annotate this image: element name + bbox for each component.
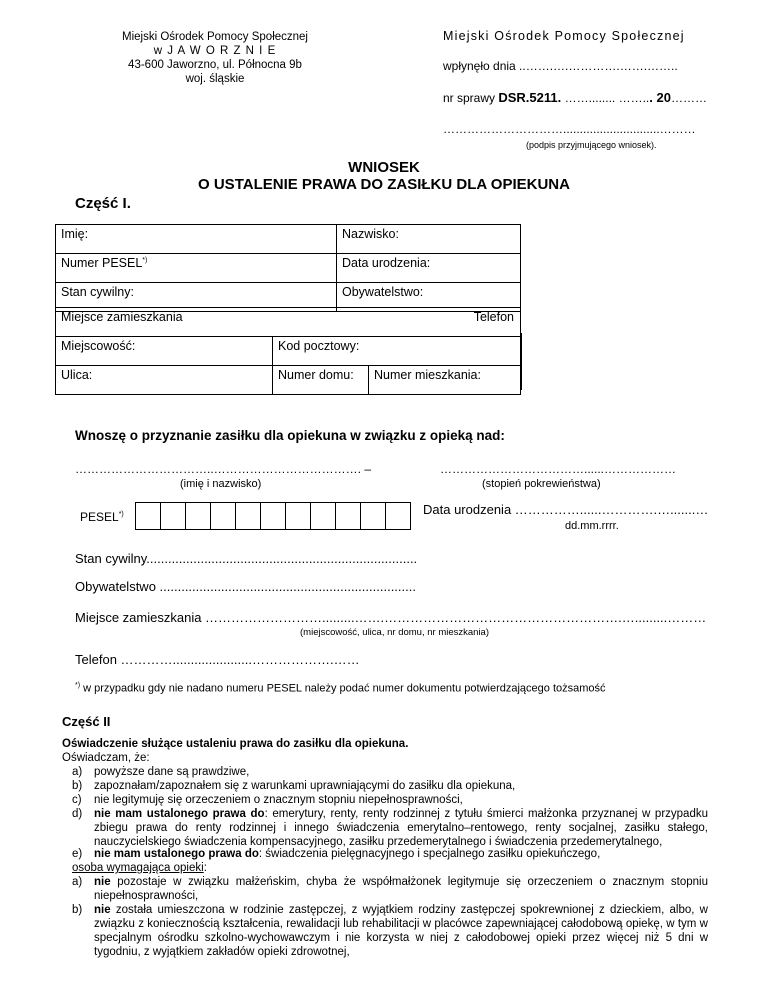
last-name-label: Nazwisko: [342, 227, 399, 241]
form-subtitle: O USTALENIE PRAWA DO ZASIŁKU DLA OPIEKUNA [198, 176, 570, 193]
phone-cell[interactable] [507, 333, 522, 390]
citizenship-label: Obywatelstwo: [342, 285, 424, 299]
case-code: DSR.5211. [498, 90, 562, 105]
address-table [55, 307, 521, 395]
declaration-item [72, 903, 708, 959]
first-name-field[interactable] [56, 225, 337, 254]
phone-label: Telefon [473, 310, 514, 324]
footnote-text: w przypadku gdy nie nadano numeru PESEL należy podać numer dokumentu potwierdzającego tożsamość [83, 682, 606, 695]
ward-pesel-boxes[interactable] [135, 502, 411, 530]
pesel-digit-box[interactable] [136, 502, 161, 530]
date-format-hint: dd.mm.rrrr. [565, 520, 619, 532]
pesel-digit-box[interactable] [261, 502, 286, 530]
postal-code-label: Kod pocztowy: [278, 339, 360, 353]
residence-caption: (miejscowość, ulica, nr domu, nr mieszkania) [300, 627, 490, 638]
item-body [94, 793, 708, 807]
house-number-label: Numer domu: [278, 368, 354, 382]
item-body [94, 807, 708, 849]
item-text: zapoznałam/zapoznałem się z warunkami uprawniającymi do zasiłku dla opiekuna, [94, 780, 516, 792]
case-prefix: nr sprawy [443, 91, 496, 105]
street-field[interactable] [56, 366, 273, 395]
office-title: Miejski Ośrodek Pomocy Społecznej [443, 29, 685, 43]
house-number-field[interactable] [273, 366, 369, 395]
applicant-table-top [55, 224, 521, 312]
item-letter: c) [72, 794, 82, 806]
ward-residence-field[interactable]: Miejsce zamieszkania ……………………….........…….……………………………………………….….........……… [75, 610, 707, 625]
pesel-digit-box[interactable] [211, 502, 236, 530]
ward-birth-date-field[interactable]: Data urodzenia ……………......………….….......… [423, 502, 709, 517]
pesel-digit-box[interactable] [236, 502, 261, 530]
declaration-item [72, 875, 708, 903]
pesel-digit-box[interactable] [361, 502, 386, 530]
pesel-digit-box[interactable] [311, 502, 336, 530]
last-name-field[interactable] [337, 225, 521, 254]
request-text: Wnoszę o przyznanie zasiłku dla opiekuna w związku z opieką nad: [75, 428, 505, 443]
postal-code-field[interactable] [273, 337, 521, 366]
part2-subheading: Oświadczenie służące ustaleniu prawa do zasiłku dla opiekuna. [62, 738, 409, 750]
institution-line: w J A W O R Z N I E [153, 45, 277, 57]
case-dots: ……........ …….. [561, 91, 650, 105]
item-body [94, 903, 708, 959]
relation-field[interactable]: ………………………………......……………… [440, 462, 677, 476]
signature-field[interactable]: ………………………….............................……… [443, 122, 696, 136]
residence-header [56, 308, 521, 337]
part2-intro: Oświadczam, że: [62, 752, 150, 764]
item-letter: b) [72, 904, 83, 916]
pesel-digit-box[interactable] [386, 502, 411, 530]
item-letter: a) [72, 876, 83, 888]
flat-number-label: Numer mieszkania: [374, 368, 481, 382]
pesel-field[interactable] [56, 254, 337, 283]
item-body [94, 765, 708, 779]
form-title: WNIOSEK [348, 159, 420, 176]
item-body [94, 847, 708, 861]
pesel-digit-box[interactable] [286, 502, 311, 530]
birth-date-label: Data urodzenia: [342, 256, 431, 270]
declaration-item [72, 847, 708, 861]
item-text: pozostaje w związku małżeńskim, chyba że współmałżonek legitymuje się orzeczeniem o znacznym stopniu niepełnosprawności, [94, 876, 708, 902]
city-field[interactable] [56, 337, 273, 366]
institution-line: Miejski Ośrodek Pomocy Społecznej [122, 31, 308, 43]
item-bold: nie mam ustalonego prawa do [94, 808, 265, 820]
item-letter: d) [72, 808, 83, 820]
item-bold: nie mam ustalonego prawa do [94, 848, 259, 860]
item-body [94, 875, 708, 903]
signature-caption: (podpis przyjmującego wniosek). [526, 140, 657, 150]
care-label: osoba wymagająca opieki: [72, 862, 207, 874]
ward-phone-field[interactable]: Telefon …………......................……………….…… [75, 652, 360, 667]
case-tail: ……… [670, 91, 707, 105]
flat-number-field[interactable] [369, 366, 521, 395]
ward-pesel-label: PESEL*) [80, 510, 124, 524]
street-label: Ulica: [61, 368, 93, 382]
institution-line: 43-600 Jaworzno, ul. Północna 9b [128, 59, 302, 71]
received-date-field[interactable]: wpłynęło dnia ..…….….………….…….…….. [443, 59, 678, 73]
first-name-label: Imię: [61, 227, 89, 241]
footnote [75, 682, 606, 695]
item-body [94, 779, 708, 793]
item-letter: b) [72, 780, 83, 792]
institution-line: woj. śląskie [185, 73, 245, 85]
item-text: została umieszczona w rodzinie zastępczej, z wyjątkiem rodziny zastępczej spokrewnionej z dzieckiem, albo, w związku z koniecznością kształcenia, rewalidacji lub rehabilitacji w placówce zapewniającej całodobową opiekę, w tym w specjalnym ośrodku szkolno-wychowawczym i nie korzysta w niej z całodobowej opieki przez więcej niż 5 dni w tygodniu, z wyjątkiem zakładów opieki zdrowotnej, [94, 904, 708, 958]
pesel-footnote-mark: *) [142, 256, 148, 264]
ward-name-caption: (imię i nazwisko) [180, 478, 262, 490]
item-text: nie legitymuję się orzeczeniem o znacznym stopniu niepełnosprawności, [94, 794, 463, 806]
declaration-item [72, 765, 708, 779]
city-label: Miejscowość: [61, 339, 136, 353]
birth-date-field[interactable] [337, 254, 521, 283]
declaration-item [72, 779, 708, 793]
pesel-digit-box[interactable] [161, 502, 186, 530]
item-bold: nie [94, 904, 111, 916]
institution-stamp [100, 30, 330, 86]
ward-marital-field[interactable]: Stan cywilny........................................................................... [75, 551, 418, 566]
relation-caption: (stopień pokrewieństwa) [482, 478, 601, 490]
case-year: . 20 [649, 90, 671, 105]
pesel-digit-box[interactable] [336, 502, 361, 530]
footnote-mark: *) [75, 682, 81, 689]
part2-heading: Część II [62, 714, 111, 729]
residence-label: Miejsce zamieszkania [61, 310, 183, 324]
pesel-digit-box[interactable] [186, 502, 211, 530]
pesel-label: Numer PESEL [61, 256, 143, 270]
case-number-field[interactable] [443, 90, 707, 105]
item-bold: nie [94, 876, 111, 888]
item-letter: e) [72, 848, 83, 860]
part1-heading: Część I. [75, 195, 131, 212]
declaration-item [72, 793, 708, 807]
item-text: powyższe dane są prawdziwe, [94, 766, 250, 778]
ward-name-field[interactable]: ……………………………..………………………………. – [75, 462, 372, 476]
item-text: : emerytury, renty, renty rodzinnej z tytułu śmierci małżonka przyznanej w przypadku zbiegu prawa do renty rodzinnej i innego świadczenia emerytalno–rentowego, renty socjalnej, zasiłku stałego, nauczycielskiego świadczenia kompensacyjnego, zasiłku przedemerytalnego i świadczenia przedemerytalnego, [94, 808, 708, 848]
declaration-item [72, 807, 708, 849]
ward-citizenship-field[interactable]: Obywatelstwo ....................................................................... [75, 579, 416, 594]
item-text: : świadczenia pielęgnacyjnego i specjalnego zasiłku opiekuńczego, [258, 848, 601, 860]
item-letter: a) [72, 766, 83, 778]
marital-status-label: Stan cywilny: [61, 285, 134, 299]
